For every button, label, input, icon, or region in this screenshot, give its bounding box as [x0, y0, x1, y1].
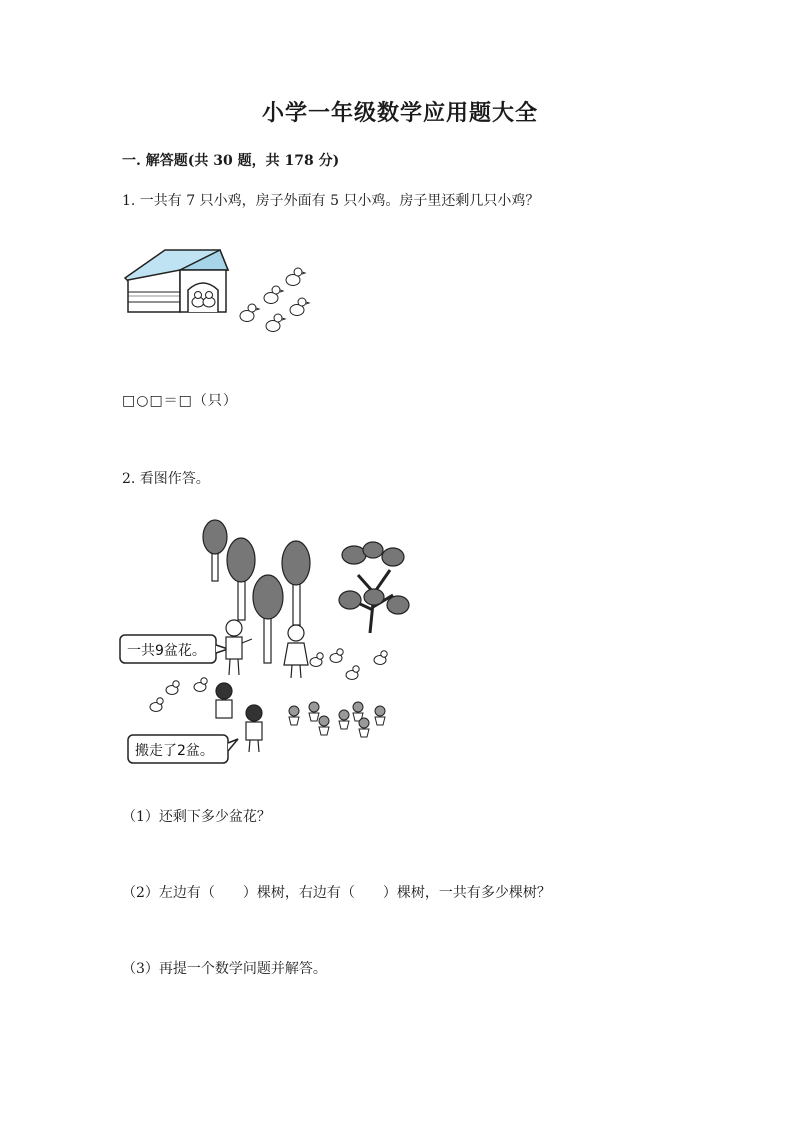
- child-icon: [284, 625, 308, 678]
- question-2-sub-1: （1）还剩下多少盆花？: [122, 809, 271, 825]
- chick-icon: [310, 649, 387, 680]
- speech-bubble-2-text: 搬走了2盆。: [135, 743, 214, 759]
- tree-icon: [339, 542, 409, 633]
- tree-icon: [203, 520, 310, 663]
- question-1-text: 1. 一共有 7 只小鸡，房子外面有 5 只小鸡。房子里还剩几只小鸡？: [122, 193, 540, 209]
- question-1-formula: □○□＝□（只）: [122, 393, 238, 409]
- chick-house-illustration: [120, 240, 330, 350]
- flower-pot-icon: [289, 702, 385, 737]
- section-heading: 一. 解答题(共 30 题，共 178 分): [122, 153, 340, 169]
- chick-icon: [240, 268, 309, 332]
- child-icon: [226, 620, 252, 675]
- trees-children-illustration: [118, 515, 418, 770]
- chick-icon: [150, 678, 207, 712]
- speech-bubble-1-text: 一共9盆花。: [127, 643, 206, 659]
- page-title: 小学一年级数学应用题大全: [261, 100, 538, 126]
- question-2-sub-3: （3）再提一个数学问题并解答。: [122, 961, 327, 977]
- question-2-sub-2: （2）左边有（ ）棵树，右边有（ ）棵树，一共有多少棵树？: [122, 885, 551, 901]
- question-2-text: 2. 看图作答。: [122, 471, 210, 487]
